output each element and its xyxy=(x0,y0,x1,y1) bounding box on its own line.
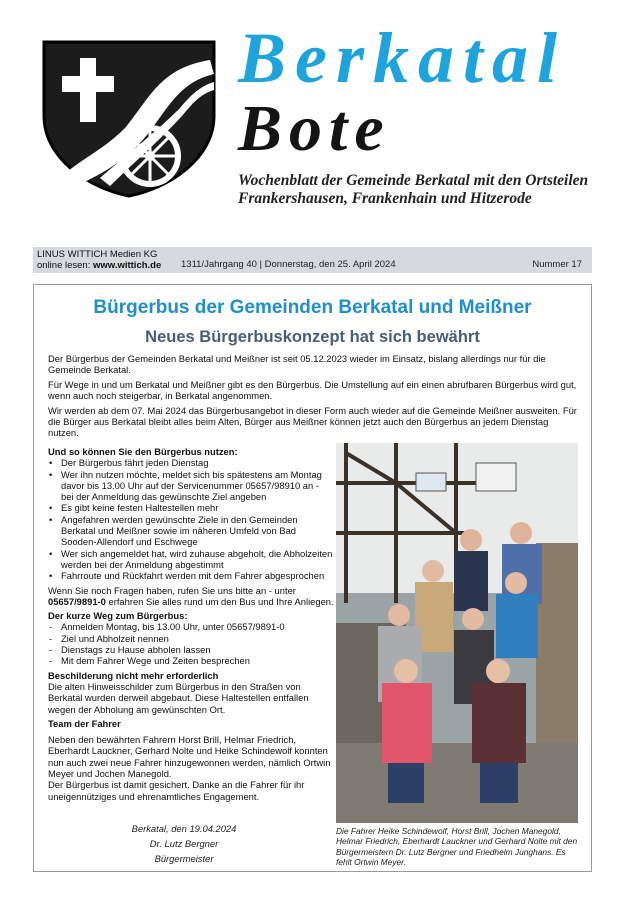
signature-role: Bürgermeister xyxy=(154,853,214,864)
list-item: - Ziel und Abholzeit nennen xyxy=(48,633,334,644)
issue-number: Nummer 17 xyxy=(532,259,582,270)
usage-list xyxy=(48,457,334,581)
issue-info: 1311/Jahrgang 40 | Donnerstag, den 25. April 2024 xyxy=(181,259,396,270)
short-way-list xyxy=(48,621,334,666)
team-heading: Team der Fahrer xyxy=(48,717,121,729)
coat-of-arms-icon xyxy=(40,38,218,198)
group-photo-illustration xyxy=(336,443,578,823)
group-photo xyxy=(336,443,578,823)
intro-paragraph: Der Bürgerbus der Gemeinden Berkatal und Meißner ist seit 05.12.2023 wieder im Einsatz, bislang allerdings nur für die Gemeinde Berkatal. xyxy=(48,353,546,376)
list-item: • Wer sich angemeldet hat, wird zuhause abgeholt, die Abholzeiten werden bei der Anmeldung abgestimmt xyxy=(48,548,334,571)
list-item: - Dienstags zu Hause abholen lassen xyxy=(48,644,334,655)
masthead-title-bote: Bote xyxy=(238,92,391,165)
list-item: • Der Bürgerbus fährt jeden Dienstag xyxy=(48,457,334,468)
article-left-column xyxy=(48,443,334,802)
list-item: • Wer ihn nutzen möchte, meldet sich bis spätestens am Montag davor bis 13.00 Uhr auf der Servicenummer 05657/98910 an - bei der Anmeldung das gewünschte Ziel angeben xyxy=(48,469,334,503)
article-box xyxy=(33,284,592,872)
article-headline: Bürgerbus der Gemeinden Berkatal und Meißner xyxy=(93,297,532,318)
phone-number: 05657/9891-0 xyxy=(48,595,106,607)
list-item: • Fahrroute und Rückfahrt werden mit dem Fahrer abgesprochen xyxy=(48,570,334,581)
intro-paragraph: Für Wege in und um Berkatal und Meißner gibt es den Bürgerbus. Die Umstellung auf ein einen abrufbaren Bürgerbus wird gut, wenn auch noch steigerbar, in Berkatal angenommen. xyxy=(48,378,577,402)
online-line xyxy=(37,260,161,271)
list-item: • Es gibt keine festen Haltestellen mehr xyxy=(48,502,334,513)
intro-paragraph: Wir werden ab dem 07. Mai 2024 das Bürgerbusangebot in dieser Form auch wieder auf die Gemeinde Meißner ausweiten. Für die Bürger aus Berkatal bleibt alles beim Alten, Bürger aus Meißner können jetzt auch den Bürgerbus an jedem Dienstag nutzen. xyxy=(48,404,577,439)
usage-heading: Und so können Sie den Bürgerbus nutzen: xyxy=(48,446,238,457)
list-item: • Angefahren werden gewünschte Ziele in den Gemeinden Berkatal und Meißner sowie im näheren Umfeld von Bad Sooden-Allendorf und Eschwege xyxy=(48,514,334,548)
list-item: - Anmelden Montag, bis 13.00 Uhr, unter 05657/9891-0 xyxy=(48,621,334,632)
masthead-subtitle: Wochenblatt der Gemeinde Berkatal mit den Ortsteilen Frankershausen, Frankenhain und Hitzerode xyxy=(238,172,589,207)
online-link[interactable]: www.wittich.de xyxy=(93,260,162,271)
signature-place-date: Berkatal, den 19.04.2024 xyxy=(131,823,237,834)
article-subheadline: Neues Bürgerbuskonzept hat sich bewährt xyxy=(145,328,480,346)
list-item: - Mit dem Fahrer Wege und Zeiten besprechen xyxy=(48,655,334,666)
photo-caption: Die Fahrer Heike Schindewolf, Horst Brill, Jochen Manegold, Helmar Friedrich, Eberhardt Lauckner und Gerhard Nolte mit den Bürgermeistern Dr. Lutz Bergner und Friedhelm Junghans. Es fehlt Ortwin Meyer. xyxy=(336,826,578,867)
signature-name: Dr. Lutz Bergner xyxy=(149,838,219,849)
masthead-title-berkatal: Berkatal xyxy=(238,18,567,98)
publisher-name: LINUS WITTICH Medien KG xyxy=(37,249,158,260)
questions-text: Wenn Sie noch Fragen haben, rufen Sie uns bitte an - unter xyxy=(48,584,296,596)
signs-heading: Beschilderung nicht mehr erforderlich xyxy=(48,669,219,681)
team-thanks: Der Bürgerbus ist damit gesichert. Danke an die Fahrer für ihr uneigennütziges und ehrenamtliches Engagement. xyxy=(48,779,305,802)
questions-paragraph xyxy=(48,585,334,608)
short-way-heading: Der kurze Weg zum Bürgerbus: xyxy=(48,610,188,622)
info-bar xyxy=(33,247,592,273)
online-prefix: online lesen: xyxy=(37,260,91,271)
publisher-info xyxy=(37,249,161,271)
signature-block xyxy=(94,821,274,866)
questions-text-end: erfahren Sie alles rund um den Bus und Ihre Anliegen. xyxy=(105,595,334,607)
signs-text: Die alten Hinweisschilder zum Bürgerbus in den Straßen von Berkatal wurden derweil abgebaut. Diese Haltestellen entfallen wegen der Abholung am gewünschten Ort. xyxy=(48,680,309,715)
team-text: Neben den bewährten Fahrern Horst Brill, Helmar Friedrich, Eberhardt Lauckner, Gerhard Nolte und Heike Schindewolf konnten nun auch zwei neue Fahrer hinzugewonnen werden, nämlich Ortwin Meyer und Jochen Manegold. xyxy=(48,734,331,780)
article-intro xyxy=(48,353,581,442)
